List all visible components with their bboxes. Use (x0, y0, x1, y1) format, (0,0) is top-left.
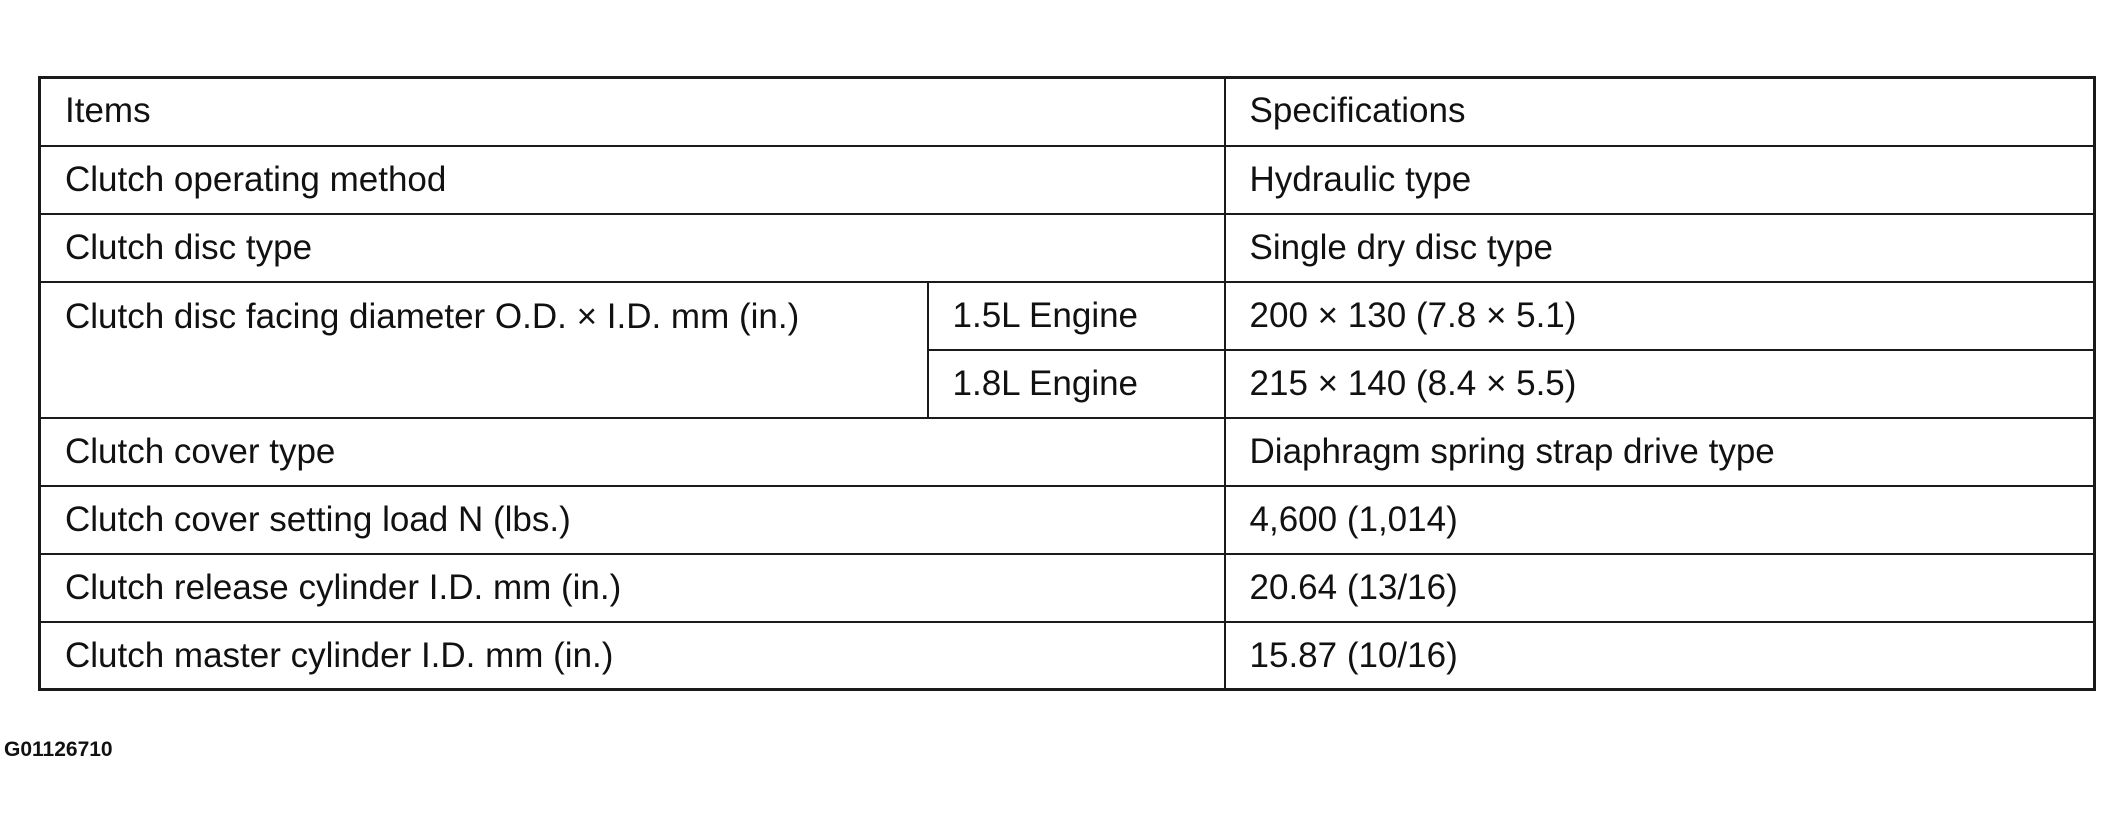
item-cell: Clutch operating method (40, 146, 1225, 214)
table-row (40, 282, 2095, 350)
table-row (40, 486, 2095, 554)
spec-cell: 15.87 (10/16) (1225, 622, 2095, 690)
spec-cell: 215 × 140 (8.4 × 5.5) (1225, 350, 2095, 418)
spec-cell: 4,600 (1,014) (1225, 486, 2095, 554)
item-cell: Clutch cover setting load N (lbs.) (40, 486, 1225, 554)
spec-cell: Diaphragm spring strap drive type (1225, 418, 2095, 486)
clutch-specifications-table (38, 76, 2096, 691)
item-cell: Clutch disc type (40, 214, 1225, 282)
table-row (40, 418, 2095, 486)
table-header-row (40, 78, 2095, 146)
spec-cell: 20.64 (13/16) (1225, 554, 2095, 622)
table-row (40, 622, 2095, 690)
header-specifications: Specifications (1225, 78, 2095, 146)
item-cell: Clutch cover type (40, 418, 1225, 486)
engine-cell: 1.8L Engine (928, 350, 1225, 418)
spec-cell: 200 × 130 (7.8 × 5.1) (1225, 282, 2095, 350)
item-cell: Clutch release cylinder I.D. mm (in.) (40, 554, 1225, 622)
item-cell: Clutch disc facing diameter O.D. × I.D. mm (in.) (40, 282, 928, 418)
item-cell: Clutch master cylinder I.D. mm (in.) (40, 622, 1225, 690)
table-row (40, 554, 2095, 622)
table-row (40, 214, 2095, 282)
spec-cell: Single dry disc type (1225, 214, 2095, 282)
figure-code: G01126710 (4, 738, 113, 761)
engine-cell: 1.5L Engine (928, 282, 1225, 350)
header-items: Items (40, 78, 1225, 146)
table-row (40, 146, 2095, 214)
spec-cell: Hydraulic type (1225, 146, 2095, 214)
